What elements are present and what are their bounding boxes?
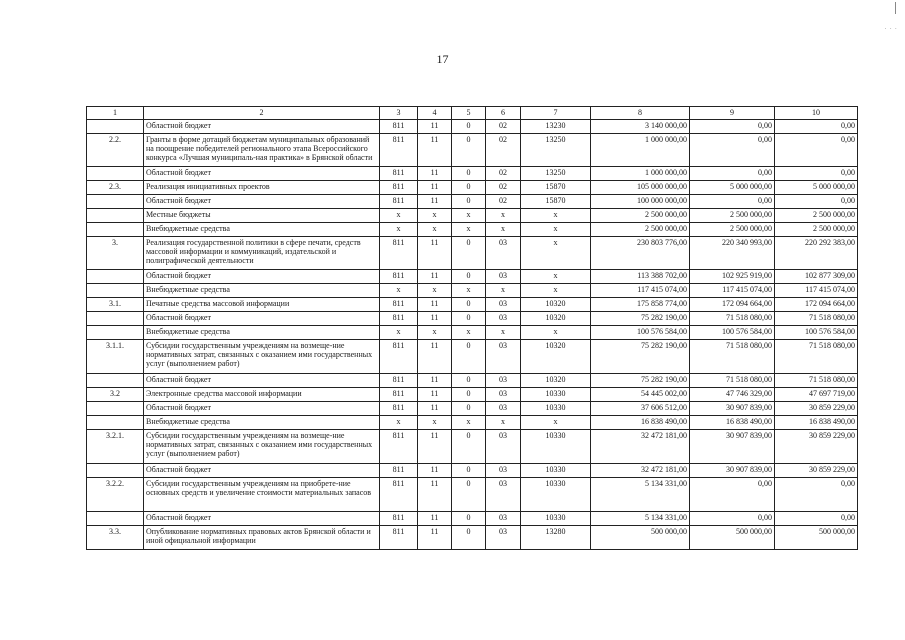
code-cs-cell: х: [486, 284, 521, 298]
code-gr-cell: 811: [380, 167, 418, 181]
code-cs-cell: х: [486, 223, 521, 237]
amount-year-3-cell: 71 518 080,00: [775, 312, 858, 326]
budget-table: [86, 106, 858, 550]
code-cs-cell: х: [486, 209, 521, 223]
amount-year-2-cell: 30 907 839,00: [690, 464, 775, 478]
amount-year-2-cell: 500 000,00: [690, 526, 775, 550]
table-row: [87, 326, 858, 340]
code-direction-cell: х: [521, 223, 591, 237]
amount-year-2-cell: 117 415 074,00: [690, 284, 775, 298]
amount-year-3-cell: 0,00: [775, 167, 858, 181]
code-direction-cell: х: [521, 270, 591, 284]
item-name-cell: Областной бюджет: [144, 402, 380, 416]
amount-year-2-cell: 172 094 664,00: [690, 298, 775, 312]
amount-year-3-cell: 0,00: [775, 120, 858, 134]
item-name-cell: Областной бюджет: [144, 120, 380, 134]
amount-year-1-cell: 1 000 000,00: [591, 167, 690, 181]
code-cs-cell: 02: [486, 120, 521, 134]
table-header-row: [87, 107, 858, 120]
code-rz-cell: 11: [418, 270, 452, 284]
amount-year-3-cell: 71 518 080,00: [775, 374, 858, 388]
item-number-cell: 3.2: [87, 388, 144, 402]
amount-year-2-cell: 0,00: [690, 195, 775, 209]
code-cs-cell: 02: [486, 134, 521, 167]
item-number-cell: [87, 284, 144, 298]
table-row: [87, 167, 858, 181]
amount-year-1-cell: 230 803 776,00: [591, 237, 690, 270]
code-cs-cell: 03: [486, 298, 521, 312]
code-direction-cell: 13230: [521, 120, 591, 134]
item-name-cell: Областной бюджет: [144, 312, 380, 326]
item-number-cell: [87, 374, 144, 388]
code-cs-cell: 03: [486, 512, 521, 526]
code-rz-cell: х: [418, 416, 452, 430]
amount-year-2-cell: 0,00: [690, 167, 775, 181]
code-direction-cell: 10330: [521, 478, 591, 512]
code-pr-cell: 0: [452, 120, 486, 134]
item-number-cell: [87, 120, 144, 134]
code-gr-cell: 811: [380, 340, 418, 374]
code-gr-cell: 811: [380, 388, 418, 402]
item-number-cell: [87, 416, 144, 430]
code-cs-cell: 03: [486, 526, 521, 550]
amount-year-1-cell: 75 282 190,00: [591, 374, 690, 388]
item-number-cell: [87, 223, 144, 237]
item-number-cell: 2.2.: [87, 134, 144, 167]
code-direction-cell: х: [521, 416, 591, 430]
code-rz-cell: 11: [418, 430, 452, 464]
code-pr-cell: х: [452, 284, 486, 298]
item-number-cell: [87, 512, 144, 526]
table-row: [87, 223, 858, 237]
amount-year-2-cell: 30 907 839,00: [690, 430, 775, 464]
code-cs-cell: 03: [486, 464, 521, 478]
code-rz-cell: х: [418, 326, 452, 340]
code-cs-cell: 02: [486, 181, 521, 195]
code-gr-cell: 811: [380, 237, 418, 270]
code-cs-cell: х: [486, 416, 521, 430]
amount-year-1-cell: 54 445 002,00: [591, 388, 690, 402]
code-direction-cell: х: [521, 326, 591, 340]
code-cs-cell: х: [486, 326, 521, 340]
code-cs-cell: 03: [486, 402, 521, 416]
code-rz-cell: 11: [418, 237, 452, 270]
code-cs-cell: 02: [486, 167, 521, 181]
code-rz-cell: 11: [418, 312, 452, 326]
code-gr-cell: 811: [380, 430, 418, 464]
amount-year-3-cell: 47 697 719,00: [775, 388, 858, 402]
header-cell: 4: [418, 107, 452, 120]
amount-year-2-cell: 0,00: [690, 134, 775, 167]
item-name-cell: Внебюджетные средства: [144, 223, 380, 237]
item-number-cell: [87, 402, 144, 416]
code-rz-cell: 11: [418, 478, 452, 512]
amount-year-3-cell: 30 859 229,00: [775, 464, 858, 478]
amount-year-2-cell: 71 518 080,00: [690, 374, 775, 388]
table-row: [87, 402, 858, 416]
code-direction-cell: 15870: [521, 181, 591, 195]
amount-year-1-cell: 100 000 000,00: [591, 195, 690, 209]
amount-year-3-cell: 172 094 664,00: [775, 298, 858, 312]
code-rz-cell: 11: [418, 167, 452, 181]
table-row: [87, 388, 858, 402]
code-direction-cell: 10330: [521, 464, 591, 478]
code-gr-cell: 811: [380, 120, 418, 134]
code-pr-cell: 0: [452, 195, 486, 209]
amount-year-2-cell: 71 518 080,00: [690, 340, 775, 374]
code-gr-cell: х: [380, 284, 418, 298]
amount-year-3-cell: 30 859 229,00: [775, 430, 858, 464]
code-pr-cell: 0: [452, 464, 486, 478]
code-pr-cell: 0: [452, 388, 486, 402]
table-row: [87, 340, 858, 374]
code-pr-cell: 0: [452, 340, 486, 374]
code-rz-cell: х: [418, 209, 452, 223]
code-pr-cell: 0: [452, 478, 486, 512]
page-number: 17: [436, 52, 449, 66]
table-row: [87, 374, 858, 388]
code-direction-cell: 10320: [521, 340, 591, 374]
amount-year-3-cell: 0,00: [775, 195, 858, 209]
amount-year-3-cell: 30 859 229,00: [775, 402, 858, 416]
item-name-cell: Областной бюджет: [144, 167, 380, 181]
code-rz-cell: 11: [418, 526, 452, 550]
code-pr-cell: 0: [452, 402, 486, 416]
amount-year-1-cell: 500 000,00: [591, 526, 690, 550]
item-number-cell: 3.3.: [87, 526, 144, 550]
code-direction-cell: 13280: [521, 526, 591, 550]
code-gr-cell: 811: [380, 181, 418, 195]
code-pr-cell: 0: [452, 270, 486, 284]
amount-year-1-cell: 117 415 074,00: [591, 284, 690, 298]
table-row: [87, 464, 858, 478]
code-rz-cell: 11: [418, 298, 452, 312]
amount-year-2-cell: 5 000 000,00: [690, 181, 775, 195]
code-cs-cell: 03: [486, 374, 521, 388]
table-row: [87, 209, 858, 223]
amount-year-2-cell: 102 925 919,00: [690, 270, 775, 284]
item-name-cell: Опубликование нормативных правовых актов Брянской области и иной официальной информации: [144, 526, 380, 550]
amount-year-2-cell: 71 518 080,00: [690, 312, 775, 326]
code-pr-cell: 0: [452, 312, 486, 326]
amount-year-1-cell: 5 134 331,00: [591, 512, 690, 526]
item-name-cell: Субсидии государственным учреждениям на возмеще-ние нормативных затрат, связанных с оказанием ими государственных услуг (выполнением работ): [144, 430, 380, 464]
header-cell: 7: [521, 107, 591, 120]
amount-year-3-cell: 102 877 309,00: [775, 270, 858, 284]
item-name-cell: Реализация государственной политики в сфере печати, средств массовой информации и коммуникаций, издательской и полиграфической деятельности: [144, 237, 380, 270]
code-rz-cell: х: [418, 223, 452, 237]
code-gr-cell: 811: [380, 312, 418, 326]
code-gr-cell: х: [380, 223, 418, 237]
amount-year-1-cell: 100 576 584,00: [591, 326, 690, 340]
code-rz-cell: 11: [418, 512, 452, 526]
code-rz-cell: 11: [418, 120, 452, 134]
code-cs-cell: 03: [486, 237, 521, 270]
amount-year-3-cell: 16 838 490,00: [775, 416, 858, 430]
header-cell: 1: [87, 107, 144, 120]
amount-year-1-cell: 2 500 000,00: [591, 223, 690, 237]
code-gr-cell: 811: [380, 298, 418, 312]
item-name-cell: Электронные средства массовой информации: [144, 388, 380, 402]
table-row: [87, 284, 858, 298]
scan-edge-mark: [895, 2, 896, 14]
item-name-cell: Областной бюджет: [144, 512, 380, 526]
code-pr-cell: х: [452, 326, 486, 340]
code-gr-cell: 811: [380, 402, 418, 416]
amount-year-3-cell: 2 500 000,00: [775, 223, 858, 237]
amount-year-1-cell: 5 134 331,00: [591, 478, 690, 512]
item-number-cell: [87, 167, 144, 181]
code-gr-cell: х: [380, 416, 418, 430]
table-row: [87, 270, 858, 284]
amount-year-2-cell: 16 838 490,00: [690, 416, 775, 430]
item-name-cell: Реализация инициативных проектов: [144, 181, 380, 195]
item-name-cell: Областной бюджет: [144, 270, 380, 284]
item-number-cell: 3.2.1.: [87, 430, 144, 464]
code-cs-cell: 03: [486, 312, 521, 326]
code-pr-cell: 0: [452, 374, 486, 388]
code-direction-cell: 10330: [521, 430, 591, 464]
header-cell: 10: [775, 107, 858, 120]
item-name-cell: Областной бюджет: [144, 464, 380, 478]
amount-year-2-cell: 47 746 329,00: [690, 388, 775, 402]
code-gr-cell: 811: [380, 526, 418, 550]
code-direction-cell: х: [521, 284, 591, 298]
code-rz-cell: 11: [418, 388, 452, 402]
code-direction-cell: 15870: [521, 195, 591, 209]
amount-year-3-cell: 117 415 074,00: [775, 284, 858, 298]
code-gr-cell: х: [380, 209, 418, 223]
amount-year-3-cell: 2 500 000,00: [775, 209, 858, 223]
item-number-cell: [87, 270, 144, 284]
code-pr-cell: х: [452, 209, 486, 223]
code-cs-cell: 03: [486, 430, 521, 464]
table-row: [87, 430, 858, 464]
code-pr-cell: 0: [452, 181, 486, 195]
table-row: [87, 526, 858, 550]
code-pr-cell: 0: [452, 298, 486, 312]
table-row: [87, 134, 858, 167]
code-cs-cell: 02: [486, 195, 521, 209]
item-number-cell: [87, 312, 144, 326]
code-pr-cell: 0: [452, 237, 486, 270]
code-rz-cell: 11: [418, 195, 452, 209]
code-rz-cell: 11: [418, 374, 452, 388]
code-pr-cell: 0: [452, 134, 486, 167]
amount-year-1-cell: 32 472 181,00: [591, 464, 690, 478]
table-row: [87, 312, 858, 326]
code-rz-cell: х: [418, 284, 452, 298]
code-pr-cell: 0: [452, 430, 486, 464]
item-number-cell: [87, 209, 144, 223]
amount-year-3-cell: 5 000 000,00: [775, 181, 858, 195]
code-rz-cell: 11: [418, 464, 452, 478]
table-row: [87, 512, 858, 526]
code-pr-cell: 0: [452, 167, 486, 181]
header-cell: 5: [452, 107, 486, 120]
amount-year-2-cell: 2 500 000,00: [690, 209, 775, 223]
code-gr-cell: 811: [380, 464, 418, 478]
item-name-cell: Внебюджетные средства: [144, 416, 380, 430]
code-direction-cell: 10330: [521, 388, 591, 402]
code-cs-cell: 03: [486, 388, 521, 402]
table-row: [87, 298, 858, 312]
header-cell: 3: [380, 107, 418, 120]
amount-year-1-cell: 37 606 512,00: [591, 402, 690, 416]
amount-year-3-cell: 0,00: [775, 478, 858, 512]
amount-year-3-cell: 500 000,00: [775, 526, 858, 550]
item-name-cell: Субсидии государственным учреждениям на приобрете-ние основных средств и увеличение стоимости материальных запасов: [144, 478, 380, 512]
code-direction-cell: х: [521, 209, 591, 223]
code-gr-cell: 811: [380, 374, 418, 388]
header-cell: 6: [486, 107, 521, 120]
code-gr-cell: 811: [380, 134, 418, 167]
code-rz-cell: 11: [418, 340, 452, 374]
item-name-cell: Внебюджетные средства: [144, 326, 380, 340]
amount-year-3-cell: 71 518 080,00: [775, 340, 858, 374]
code-rz-cell: 11: [418, 402, 452, 416]
code-direction-cell: 10320: [521, 298, 591, 312]
amount-year-2-cell: 0,00: [690, 478, 775, 512]
code-gr-cell: 811: [380, 478, 418, 512]
item-number-cell: 2.3.: [87, 181, 144, 195]
item-name-cell: Гранты в форме дотаций бюджетам муниципальных образований на поощрение победителей регионального этапа Всероссийского конкурса «Лучшая муниципаль-ная практика» в Брянской области: [144, 134, 380, 167]
item-name-cell: Местные бюджеты: [144, 209, 380, 223]
amount-year-2-cell: 220 340 993,00: [690, 237, 775, 270]
item-number-cell: 3.: [87, 237, 144, 270]
code-rz-cell: 11: [418, 134, 452, 167]
item-name-cell: Субсидии государственным учреждениям на возмеще-ние нормативных затрат, связанных с оказанием ими государственных услуг (выполнением работ): [144, 340, 380, 374]
item-number-cell: [87, 464, 144, 478]
table-row: [87, 237, 858, 270]
amount-year-1-cell: 1 000 000,00: [591, 134, 690, 167]
amount-year-3-cell: 0,00: [775, 512, 858, 526]
item-number-cell: 3.2.2.: [87, 478, 144, 512]
table-row: [87, 478, 858, 512]
item-name-cell: Областной бюджет: [144, 195, 380, 209]
item-name-cell: Печатные средства массовой информации: [144, 298, 380, 312]
amount-year-1-cell: 3 140 000,00: [591, 120, 690, 134]
header-cell: 9: [690, 107, 775, 120]
code-cs-cell: 03: [486, 270, 521, 284]
code-pr-cell: 0: [452, 512, 486, 526]
amount-year-1-cell: 75 282 190,00: [591, 312, 690, 326]
amount-year-2-cell: 30 907 839,00: [690, 402, 775, 416]
header-cell: 8: [591, 107, 690, 120]
code-gr-cell: 811: [380, 270, 418, 284]
code-direction-cell: 13250: [521, 167, 591, 181]
item-number-cell: 3.1.: [87, 298, 144, 312]
amount-year-2-cell: 100 576 584,00: [690, 326, 775, 340]
amount-year-1-cell: 175 858 774,00: [591, 298, 690, 312]
code-pr-cell: х: [452, 223, 486, 237]
table-row: [87, 195, 858, 209]
item-number-cell: 3.1.1.: [87, 340, 144, 374]
amount-year-1-cell: 75 282 190,00: [591, 340, 690, 374]
amount-year-2-cell: 0,00: [690, 512, 775, 526]
code-pr-cell: х: [452, 416, 486, 430]
item-number-cell: [87, 195, 144, 209]
code-direction-cell: х: [521, 237, 591, 270]
code-gr-cell: 811: [380, 195, 418, 209]
amount-year-2-cell: 2 500 000,00: [690, 223, 775, 237]
table-row: [87, 120, 858, 134]
amount-year-2-cell: 0,00: [690, 120, 775, 134]
table-row: [87, 416, 858, 430]
code-cs-cell: 03: [486, 478, 521, 512]
code-direction-cell: 10320: [521, 374, 591, 388]
amount-year-1-cell: 32 472 181,00: [591, 430, 690, 464]
amount-year-3-cell: 220 292 383,00: [775, 237, 858, 270]
item-number-cell: [87, 326, 144, 340]
code-gr-cell: х: [380, 326, 418, 340]
code-cs-cell: 03: [486, 340, 521, 374]
code-gr-cell: 811: [380, 512, 418, 526]
scan-dots: . . .: [884, 22, 897, 31]
code-direction-cell: 10320: [521, 312, 591, 326]
code-pr-cell: 0: [452, 526, 486, 550]
amount-year-1-cell: 113 388 702,00: [591, 270, 690, 284]
amount-year-1-cell: 16 838 490,00: [591, 416, 690, 430]
amount-year-3-cell: 100 576 584,00: [775, 326, 858, 340]
code-direction-cell: 10330: [521, 512, 591, 526]
item-name-cell: Внебюджетные средства: [144, 284, 380, 298]
code-direction-cell: 10330: [521, 402, 591, 416]
table-row: [87, 181, 858, 195]
item-name-cell: Областной бюджет: [144, 374, 380, 388]
amount-year-3-cell: 0,00: [775, 134, 858, 167]
amount-year-1-cell: 105 000 000,00: [591, 181, 690, 195]
amount-year-1-cell: 2 500 000,00: [591, 209, 690, 223]
code-direction-cell: 13250: [521, 134, 591, 167]
header-cell: 2: [144, 107, 380, 120]
code-rz-cell: 11: [418, 181, 452, 195]
